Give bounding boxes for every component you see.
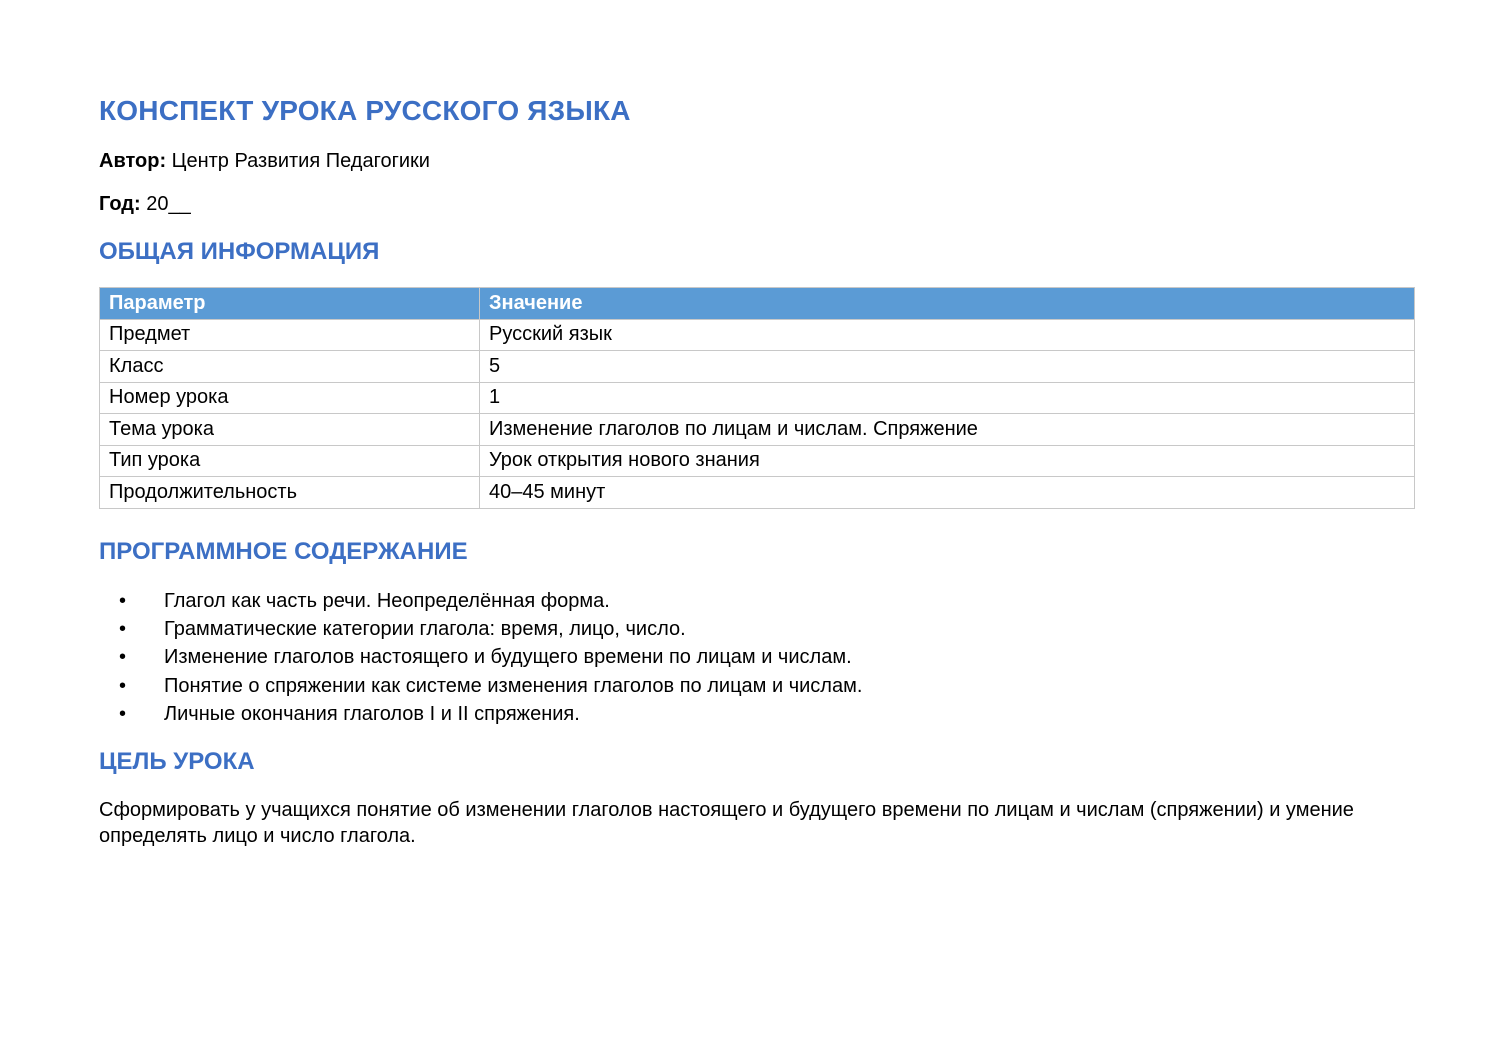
section-heading-goal: ЦЕЛЬ УРОКА	[99, 748, 255, 775]
table-cell-param: Тип урока	[100, 445, 480, 477]
table-cell-param: Предмет	[100, 319, 480, 351]
section-heading-program: ПРОГРАММНОЕ СОДЕРЖАНИЕ	[99, 538, 468, 565]
table-cell-param: Класс	[100, 351, 480, 383]
info-table	[99, 287, 1415, 509]
list-item	[99, 587, 862, 615]
list-item-text: Понятие о спряжении как системе изменения глаголов по лицам и числам.	[164, 674, 863, 697]
table-header-value: Значение	[480, 288, 1415, 320]
list-item	[99, 643, 862, 671]
table-cell-value: Изменение глаголов по лицам и числам. Спряжение	[480, 414, 1415, 446]
table-cell-param: Тема урока	[100, 414, 480, 446]
list-item	[99, 615, 862, 643]
goal-paragraph: Сформировать у учащихся понятие об изменении глаголов настоящего и будущего времени по лицам и числам (спряжении) и умение определять лицо и число глагола.	[99, 799, 1354, 847]
table-cell-value: 1	[480, 382, 1415, 414]
table-cell-value: Урок открытия нового знания	[480, 445, 1415, 477]
table-header-param: Параметр	[100, 288, 480, 320]
list-item-text: Личные окончания глаголов I и II спряжения.	[164, 702, 580, 725]
bullet-icon: •	[119, 674, 127, 697]
table-row	[100, 351, 1415, 383]
author-label: Автор:	[99, 150, 167, 172]
author-value: Центр Развития Педагогики	[171, 150, 430, 172]
table-row	[100, 382, 1415, 414]
table-row	[100, 445, 1415, 477]
year-label: Год:	[99, 193, 141, 215]
table-cell-value: 5	[480, 351, 1415, 383]
section-heading-general: ОБЩАЯ ИНФОРМАЦИЯ	[99, 238, 380, 265]
list-item	[99, 700, 862, 728]
table-row	[100, 477, 1415, 509]
year-line	[99, 193, 191, 216]
program-list	[99, 587, 862, 728]
bullet-icon: •	[119, 618, 127, 641]
list-item-text: Грамматические категории глагола: время, лицо, число.	[164, 618, 686, 641]
list-item-text: Изменение глаголов настоящего и будущего времени по лицам и числам.	[164, 646, 852, 669]
table-header-row	[100, 288, 1415, 320]
table-cell-param: Номер урока	[100, 382, 480, 414]
table-cell-param: Продолжительность	[100, 477, 480, 509]
bullet-icon: •	[119, 646, 127, 669]
table-row	[100, 319, 1415, 351]
table-cell-value: 40–45 минут	[480, 477, 1415, 509]
document-title: КОНСПЕКТ УРОКА РУССКОГО ЯЗЫКА	[99, 95, 631, 126]
bullet-icon: •	[119, 590, 127, 612]
author-line	[99, 150, 430, 173]
table-cell-value: Русский язык	[480, 319, 1415, 351]
table-row	[100, 414, 1415, 446]
list-item-text: Глагол как часть речи. Неопределённая форма.	[164, 590, 610, 612]
year-value: 20__	[146, 193, 191, 215]
list-item	[99, 672, 862, 700]
bullet-icon: •	[119, 702, 127, 725]
